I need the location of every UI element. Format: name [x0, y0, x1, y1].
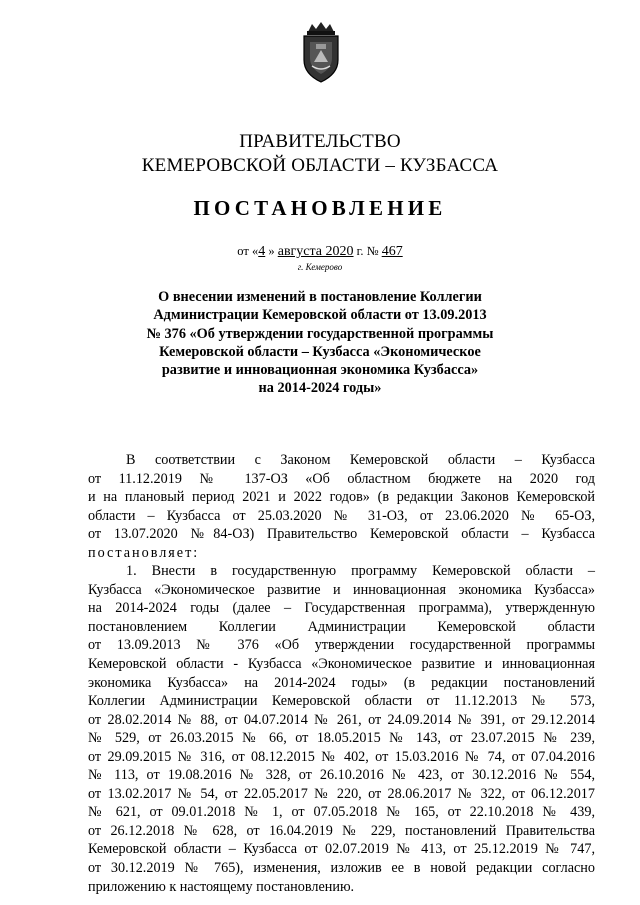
document-body [88, 451, 595, 896]
body-line: от 29.09.2015 № 316, от 08.12.2015 № 402, от 15.03.2016 № 74, от 07.04.2016 [88, 748, 595, 765]
date-day: 4 [258, 244, 266, 259]
title-line: на 2014-2024 годы» [258, 380, 382, 397]
title-line: Кемеровской области – Кузбасса «Экономическое [159, 343, 481, 360]
body-line: от 13.09.2013 № 376 «Об утверждении государственной программы [88, 637, 595, 654]
body-line: экономика Кузбасса» на 2014-2024 годы» (в редакции постановлений [88, 674, 595, 691]
coat-of-arms-emblem [296, 20, 346, 84]
body-line: и на плановый период 2021 и 2022 годов» (в редакции Законов Кемеровской [88, 489, 595, 506]
date-quote-close: » [268, 244, 275, 258]
body-line: от 26.12.2018 № 628, от 16.04.2019 № 229, постановлений Правительства [88, 822, 595, 839]
body-line: от 30.12.2019 № 765), изменения, изложив ее в новой редакции согласно [88, 860, 595, 877]
date-number-line [0, 244, 640, 260]
document-number: 467 [381, 244, 403, 259]
body-line: № 113, от 19.08.2016 № 328, от 26.10.2016 № 423, от 30.12.2016 № 554, [88, 767, 595, 784]
date-prefix: от « [237, 244, 259, 258]
body-line: Кемеровской области - Кузбасса «Экономическое развитие и инновационная [88, 656, 595, 673]
body-line: постановлением Коллегии Администрации Кемеровской области [88, 618, 595, 635]
body-line: Кузбасса «Экономическое развитие и инновационная экономика Кузбасса» [88, 581, 595, 598]
body-line: № 621, от 09.01.2018 № 1, от 07.05.2018 № 165, от 22.10.2018 № 439, [88, 804, 595, 821]
title-line: Администрации Кемеровской области от 13.09.2013 [153, 307, 487, 324]
body-line: от 28.02.2014 № 88, от 04.07.2014 № 261, от 24.09.2014 № 391, от 29.12.2014 [88, 711, 595, 728]
body-line: В соответствии с Законом Кемеровской области – Кузбасса [126, 452, 595, 468]
body-line: постановляет: [88, 544, 200, 561]
date-month-year: августа 2020 [277, 244, 354, 259]
document-title [120, 288, 520, 398]
body-line: от 13.02.2017 № 54, от 22.05.2017 № 220, от 28.06.2017 № 322, от 06.12.2017 [88, 785, 595, 802]
body-line: от 13.07.2020 №84-ОЗ) Правительство Кемеровской области – Кузбасса [88, 526, 595, 543]
date-number-label: г. № [356, 244, 379, 258]
city-label: г. Кемерово [297, 262, 343, 272]
body-line: от 11.12.2019 № 137-ОЗ «Об областном бюджете на 2020 год [88, 470, 595, 487]
title-line: О внесении изменений в постановление Коллегии [158, 289, 482, 305]
body-line: Кемеровской области – Кузбасса от 02.07.2019 № 413, от 25.12.2019 № 747, [88, 841, 595, 858]
title-line: № 376 «Об утверждении государственной программы [146, 325, 494, 342]
body-line: на 2014-2024 годы (далее – Государственная программа), утвержденную [88, 600, 595, 617]
body-line: области – Кузбасса от 25.03.2020 № 31-ОЗ, от 23.06.2020 № 65-ОЗ, [88, 507, 595, 524]
body-line: приложению к настоящему постановлению. [88, 878, 355, 895]
title-line: развитие и инновационная экономика Кузбасса» [161, 362, 479, 379]
body-line: 1. Внести в государственную программу Кемеровской области – [126, 563, 595, 580]
body-line: Коллегии Администрации Кемеровской области от 11.12.2013 № 573, [88, 693, 595, 710]
government-name-line2: КЕМЕРОВСКОЙ ОБЛАСТИ – КУЗБАССА [141, 155, 499, 176]
document-type-heading: ПОСТАНОВЛЕНИЕ [193, 196, 447, 220]
body-line: № 529, от 26.03.2015 № 66, от 18.05.2015 № 143, от 23.07.2015 № 239, [88, 730, 595, 747]
government-name-line1: ПРАВИТЕЛЬСТВО [239, 131, 401, 152]
